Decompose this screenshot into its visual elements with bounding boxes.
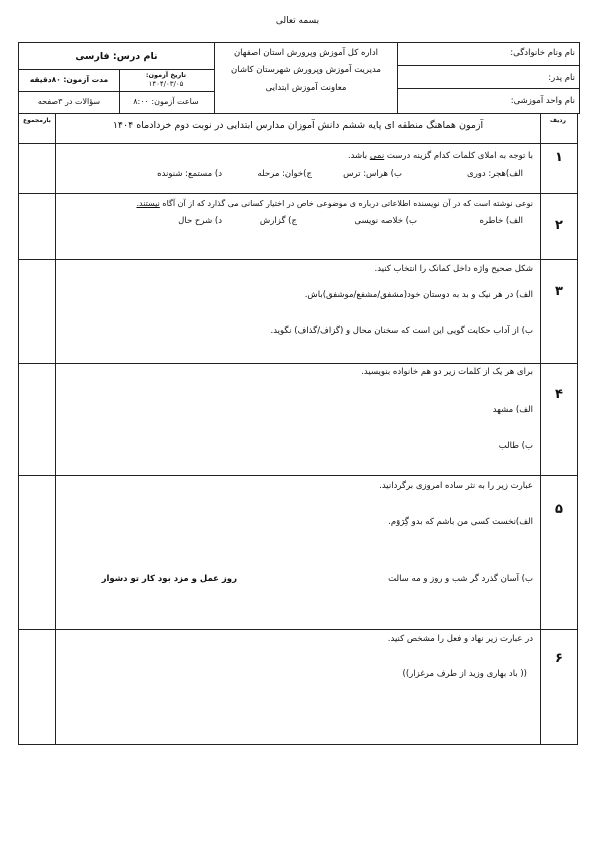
question-row	[19, 144, 577, 194]
question-item-b[interactable]: ب) از آداب حکایت گویی این است که سخنان محال و (گزاف/گذاف) نگوید.	[270, 326, 533, 336]
duration-label: مدت آزمون: ۸۰دقیقه	[29, 75, 109, 84]
subject-label: نام درس: فارسی	[75, 51, 158, 62]
header-divider	[397, 65, 579, 66]
header-divider	[19, 69, 214, 70]
question-item-b-first-line[interactable]: ب) آسان گذرد گر شب و روز و مه سالت	[388, 574, 533, 584]
question-prompt: شکل صحیح واژه داخل کمانک را انتخاب کنید.	[374, 264, 533, 274]
prompt-emphasis: نمی	[369, 151, 385, 161]
question-row	[19, 630, 577, 744]
bismillah-heading: بسمه تعالی	[275, 16, 320, 26]
option-a[interactable]: الف)هجر: دوری	[467, 169, 523, 179]
question-prompt: عبارت زیر را به نثر ساده امروزی برگردانید.	[379, 481, 533, 491]
option-b[interactable]: ب) خلاصه نویسی	[354, 216, 417, 226]
option-d[interactable]: د) مستمع: شنونده	[157, 169, 222, 179]
question-prompt	[136, 199, 533, 208]
question-row	[19, 476, 577, 630]
question-row	[19, 194, 577, 260]
grade-column-header: بارمجموع	[23, 117, 51, 124]
question-item-a[interactable]: الف) مشهد	[492, 405, 533, 415]
question-number: ۲	[555, 218, 563, 233]
exam-date-label: تاریخ آزمون:	[145, 71, 187, 79]
question-row	[19, 260, 577, 364]
header-divider	[397, 43, 398, 113]
exam-header	[18, 42, 580, 114]
pages-label: سؤالات در ۳صفحه	[37, 97, 101, 106]
option-c[interactable]: ج)خوان: مرحله	[257, 169, 312, 179]
exam-date-value: ۱۴۰۴/۰۳/۰۵	[148, 80, 184, 88]
option-c[interactable]: ج) گزارش	[259, 216, 297, 226]
question-prompt	[348, 151, 533, 161]
org-line-2: مدیریت آموزش وپرورش شهرستان کاشان	[231, 65, 381, 75]
question-item-a[interactable]: الف) در هر نیک و بد به دوستان خود(مشفق/مشفع/موشفق)باش.	[304, 290, 533, 300]
exam-time-label: ساعت آزمون: ۸:۰۰	[133, 97, 199, 106]
questions-table	[18, 113, 578, 745]
row-column-header: ردیف	[550, 117, 566, 124]
option-a[interactable]: الف) خاطره	[479, 216, 523, 226]
exam-title: آزمون هماهنگ منطقه ای پایه ششم دانش آموزان مدارس ابتدایی در نوبت دوم خردادماه ۱۴۰۴	[112, 120, 484, 131]
question-item-b[interactable]: ب) طالب	[498, 441, 533, 451]
question-number: ۳	[555, 284, 563, 299]
org-line-1: اداره کل آموزش وپرورش استان اصفهان	[233, 48, 379, 58]
org-line-3: معاونت آموزش ابتدایی	[265, 83, 347, 93]
prompt-text: با توجه به املای کلمات کدام گزینه درست	[386, 151, 533, 161]
father-name-field[interactable]: نام پدر:	[548, 73, 575, 83]
question-item-a[interactable]: الف)نخست کسی من باشم که بدو گِرَوَم.	[388, 517, 533, 527]
question-number: ۴	[555, 387, 563, 402]
header-divider	[397, 88, 579, 89]
question-number: ۵	[555, 502, 563, 517]
question-number: ۶	[555, 651, 563, 666]
school-field[interactable]: نام واحد آموزشی:	[510, 96, 575, 106]
question-item-b-second-line[interactable]: روز عمل و مزد بود کار تو دشوار	[101, 574, 237, 584]
prompt-text: باشد.	[347, 151, 368, 161]
question-prompt: در عبارت زیر نهاد و فعل را مشخص کنید.	[387, 634, 533, 644]
question-item-a[interactable]: (( باد بهاری وزید از طرف مرغزار))	[402, 669, 527, 679]
question-number: ۱	[555, 150, 563, 165]
option-d[interactable]: د) شرح حال	[178, 216, 222, 226]
header-divider	[19, 91, 214, 92]
question-row	[19, 364, 577, 476]
question-prompt: برای هر یک از کلمات زیر دو هم خانواده بنویسید.	[361, 367, 533, 377]
table-header-row	[19, 114, 577, 144]
prompt-text: نوعی نوشته است که در آن نویسنده اطلاعاتی درباره ی موضوعی خاص در اختیار کسانی می گذارد که از آن آگاه	[162, 199, 533, 208]
student-name-field[interactable]: نام ونام خانوادگی:	[510, 48, 575, 58]
prompt-emphasis: نیستند.	[136, 199, 160, 208]
option-b[interactable]: ب) هراس: ترس	[343, 169, 402, 179]
